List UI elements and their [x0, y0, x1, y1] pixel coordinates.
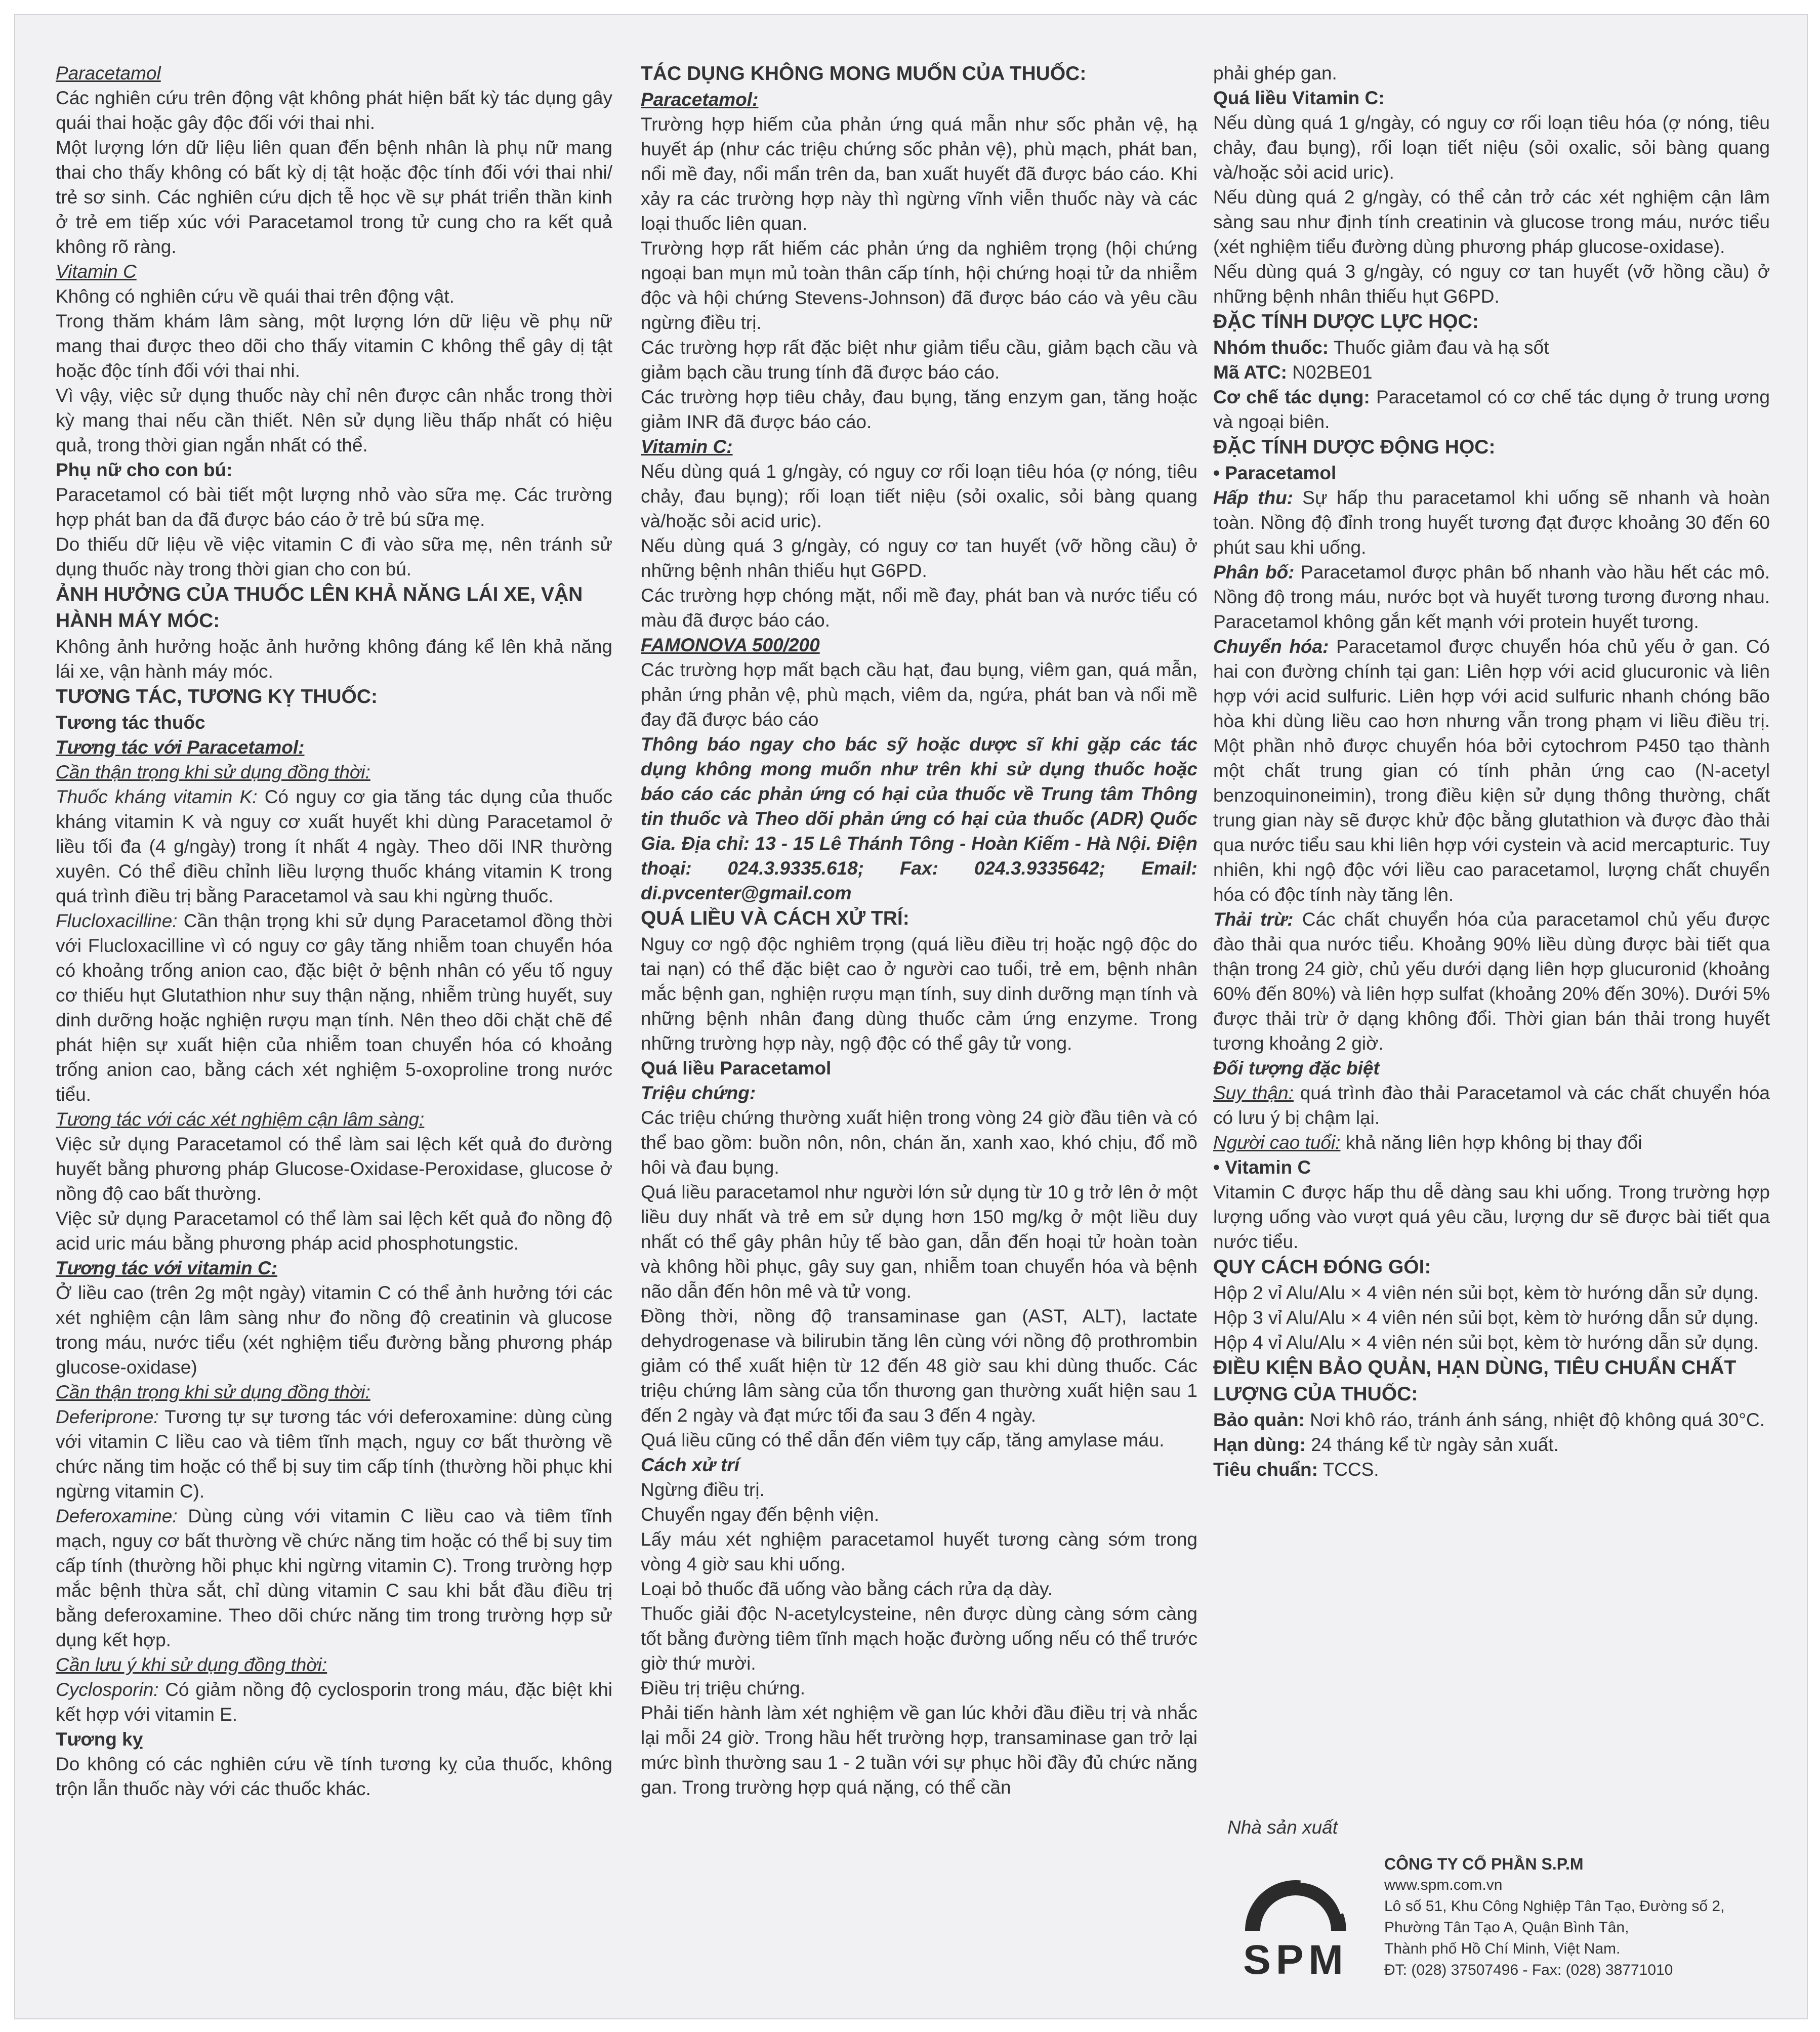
paragraph-label: Hạn dùng: [1213, 1434, 1306, 1455]
section-heading: TÁC DỤNG KHÔNG MONG MUỐN CỦA THUỐC: [641, 63, 1087, 85]
paragraph: Nếu dùng quá 1 g/ngày, có nguy cơ rối loạn tiêu hóa (ợ nóng, tiêu chảy, đau bụng), rối loạn tiết niệu (sỏi oxalic, sỏi bàng quang và/hoặc sỏi acid uric). [1213, 112, 1770, 183]
paragraph: Loại bỏ thuốc đã uống vào bằng cách rửa dạ dày. [641, 1579, 1053, 1599]
section-heading: ẢNH HƯỞNG CỦA THUỐC LÊN KHẢ NĂNG LÁI XE, VẬN HÀNH MÁY MÓC: [56, 584, 583, 632]
subheading: Paracetamol: [641, 89, 759, 110]
paragraph: Thuốc giải độc N-acetylcysteine, nên được dùng càng sớm càng tốt bằng đường tiêm tĩnh mạch hoặc đường uống nếu có thể trước giờ thứ mười. [641, 1603, 1197, 1674]
paragraph-text: Paracetamol được chuyển hóa chủ yếu ở gan. Có hai con đường chính tại gan: Liên hợp với acid glucuronic và liên hợp với acid sulfuric. Liên hợp với acid sulfuric nhanh chóng bão hòa khi dùng liều cao hơn nhưng vẫn trong phạm vi liều điều trị. Một phần nhỏ được chuyển hóa bởi cytochrom P450 tạo thành một chất trung gian có tính phản ứng cao (N-acetyl benzoquinoneimin), trong điều kiện sử dụng thông thường, chất trung gian này sẽ được khử độc bằng glutathion và được đào thải qua nước tiểu sau khi liên hợp với cystein và acid mercapturic. Tuy nhiên, khi ngộ độc với liều cao paracetamol, lượng chất chuyển hóa có độc tính này tăng lên. [1213, 636, 1770, 905]
paragraph: Các trường hợp mất bạch cầu hạt, đau bụng, viêm gan, quá mẫn, phản ứng phản vệ, phù mạch, viêm da, ngứa, phát ban và nổi mề đay đã được báo cáo [641, 659, 1197, 730]
paragraph: Trường hợp hiếm của phản ứng quá mẫn như sốc phản vệ, hạ huyết áp (như các triệu chứng sốc phản vệ), phù mạch, phát ban, nổi mề đay, nổi mẩn trên da, ban xuất huyết đã được báo cáo. Khi xảy ra các trường hợp này thì ngừng vĩnh viễn thuốc này và các loại thuốc liên quan. [641, 114, 1197, 234]
labeled-paragraph [56, 784, 612, 908]
labeled-paragraph [1213, 560, 1770, 634]
subheading: Cần thận trọng khi sử dụng đồng thời: [56, 762, 370, 782]
labeled-paragraph [56, 1677, 612, 1727]
subheading: Tương tác với vitamin C: [56, 1258, 277, 1278]
paragraph: Nếu dùng quá 1 g/ngày, có nguy cơ rối loạn tiêu hóa (ợ nóng, tiêu chảy, đau bụng); rối loạn tiết niệu (sỏi oxalic, sỏi bàng quang và/hoặc sỏi acid uric). [641, 461, 1197, 531]
paragraph-text: Các chất chuyển hóa của paracetamol chủ yếu được đào thải qua nước tiểu. Khoảng 90% liều dùng được bài tiết qua thận trong 24 giờ, chủ yếu dưới dạng liên hợp glucuronid (khoảng 60% đến 80%) và liên hợp sulfat (khoảng 20% đến 30%). Dưới 5% được thải trừ ở dạng không đổi. Thời gian bán thải trong huyết tương khoảng 2 giờ. [1213, 909, 1770, 1054]
subheading: Quá liều Paracetamol [641, 1058, 832, 1079]
paragraph-label: Thải trừ: [1213, 909, 1294, 930]
labeled-paragraph [1213, 360, 1770, 385]
paragraph: Một lượng lớn dữ liệu liên quan đến bệnh nhân là phụ nữ mang thai cho thấy không có bất kỳ dị tật hoặc độc tính đối với thai nhi/ trẻ sơ sinh. Các nghiên cứu dịch tễ học về sự phát triển thần kinh ở trẻ em tiếp xúc với Paracetamol trong tử cung cho ra kết quả không rõ ràng. [56, 137, 612, 257]
paragraph: Việc sử dụng Paracetamol có thể làm sai lệch kết quả đo nồng độ acid uric máu bằng phương pháp acid phosphotungstic. [56, 1208, 612, 1254]
section-heading: ĐIỀU KIỆN BẢO QUẢN, HẠN DÙNG, TIÊU CHUẨN CHẤT LƯỢNG CỦA THUỐC: [1213, 1357, 1736, 1405]
paragraph: Ngừng điều trị. [641, 1479, 765, 1500]
paragraph-label: Tiêu chuẩn: [1213, 1459, 1318, 1480]
labeled-paragraph [1213, 335, 1770, 360]
subheading: Đối tượng đặc biệt [1213, 1058, 1380, 1079]
subheading: • Vitamin C [1213, 1157, 1311, 1178]
paragraph-label: Phân bố: [1213, 562, 1295, 583]
paragraph: Paracetamol có bài tiết một lượng nhỏ vào sữa mẹ. Các trường hợp phát ban da đã được báo cáo ở trẻ bú sữa mẹ. [56, 484, 612, 530]
paragraph-label: Deferoxamine: [56, 1506, 178, 1526]
paragraph: Các triệu chứng thường xuất hiện trong vòng 24 giờ đầu tiên và có thể bao gồm: buồn nôn, nôn, chán ăn, xanh xao, khó chịu, đổ mồ hôi và đau bụng. [641, 1107, 1197, 1178]
paragraph: Vitamin C được hấp thu dễ dàng sau khi uống. Trong trường hợp lượng uống vào vượt quá yêu cầu, lượng dư sẽ được bài tiết qua nước tiểu. [1213, 1182, 1770, 1252]
paragraph-label: Người cao tuổi: [1213, 1132, 1341, 1153]
labeled-paragraph [1213, 1407, 1770, 1432]
paragraph: Nếu dùng quá 3 g/ngày, có nguy cơ tan huyết (vỡ hồng cầu) ở những bệnh nhân thiếu hụt G6PD. [641, 535, 1197, 581]
subheading: Triệu chứng: [641, 1083, 756, 1103]
subheading: Vitamin C: [641, 436, 733, 457]
subheading: Phụ nữ cho con bú: [56, 460, 233, 480]
manufacturer-label: Nhà sản xuất [1227, 1817, 1338, 1838]
paragraph-label: Chuyển hóa: [1213, 636, 1329, 657]
company-address-line3: Thành phố Hồ Chí Minh, Việt Nam. [1384, 1940, 1621, 1957]
paragraph: Các trường hợp tiêu chảy, đau bụng, tăng enzym gan, tăng hoặc giảm INR đã được báo cáo. [641, 387, 1197, 432]
subheading: Tương kỵ [56, 1729, 143, 1750]
paragraph-label: Bảo quản: [1213, 1409, 1305, 1430]
section-heading: QUY CÁCH ĐÓNG GÓI: [1213, 1256, 1431, 1278]
paragraph-text: N02BE01 [1287, 362, 1373, 383]
paragraph-text: Có giảm nồng độ cyclosporin trong máu, đặc biệt khi kết hợp với vitamin E. [56, 1679, 612, 1725]
column-middle [641, 61, 1197, 1800]
subheading: Cần lưu ý khi sử dụng đồng thời: [56, 1654, 327, 1675]
labeled-paragraph [1213, 385, 1770, 434]
labeled-paragraph [1213, 1432, 1770, 1457]
paragraph-label: Hấp thu: [1213, 487, 1294, 508]
paragraph: Hộp 2 vỉ Alu/Alu × 4 viên nén sủi bọt, kèm tờ hướng dẫn sử dụng. [1213, 1282, 1759, 1303]
paragraph-text: Dùng cùng với vitamin C liều cao và tiêm tĩnh mạch, nguy cơ bất thường về chức năng tim hoặc có thể bị suy tim cấp tính (thường hồi phục khi ngừng vitamin C). Trong trường hợp mắc bệnh thừa sắt, chỉ dùng vitamin C sau khi bắt đầu điều trị bằng deferoxamine. Theo dõi chức năng tim trong trường hợp sử dụng kết hợp. [56, 1506, 612, 1650]
labeled-paragraph [1213, 1081, 1770, 1130]
paragraph-text: Nơi khô ráo, tránh ánh sáng, nhiệt độ không quá 30°C. [1304, 1409, 1765, 1430]
subheading: Tương tác thuốc [56, 712, 205, 733]
labeled-paragraph [1213, 1457, 1770, 1482]
paragraph-text: Paracetamol có cơ chế tác dụng ở trung ương và ngoại biên. [1213, 387, 1770, 432]
section-heading: TƯƠNG TÁC, TƯƠNG KỴ THUỐC: [56, 686, 378, 708]
paragraph: Nguy cơ ngộ độc nghiêm trọng (quá liều điều trị hoặc ngộ độc do tai nạn) có thể đặc biệt cao ở người cao tuổi, trẻ em, bệnh nhân mắc bệnh gan, nghiện rượu mạn tính, suy dinh dưỡng mạn tính và những bệnh nhân đang dùng thuốc cảm ứng enzyme. Trong những trường hợp này, ngộ độc có thể gây tử vong. [641, 934, 1197, 1054]
labeled-paragraph [56, 908, 612, 1107]
paragraph: Chuyển ngay đến bệnh viện. [641, 1504, 880, 1525]
paragraph: Trường hợp rất hiếm các phản ứng da nghiêm trọng (hội chứng ngoại ban mụn mủ toàn thân cấp tính, hội chứng hoại tử da nhiễm độc và hội chứng Stevens-Johnson) đã được báo cáo và yêu cầu ngừng điều trị. [641, 238, 1197, 333]
paragraph: Hộp 3 vỉ Alu/Alu × 4 viên nén sủi bọt, kèm tờ hướng dẫn sử dụng. [1213, 1307, 1759, 1328]
paragraph-label: Cyclosporin: [56, 1679, 159, 1700]
paragraph-text: TCCS. [1317, 1459, 1379, 1480]
paragraph-text: Thuốc giảm đau và hạ sốt [1329, 337, 1549, 358]
paragraph: Điều trị triệu chứng. [641, 1678, 806, 1698]
paragraph-text: Cần thận trọng khi sử dụng Paracetamol đồng thời với Flucloxacilline vì có nguy cơ gây tăng nhiễm toan chuyển hóa có khoảng trống anion cao, đặc biệt ở bệnh nhân có yếu tố nguy cơ thiếu hụt Glutathion như suy thận nặng, nhiễm trùng huyết, suy dinh dưỡng hoặc nghiện rượu mạn tính. Nên theo dõi chặt chẽ để phát hiện sự xuất hiện của nhiễm toan chuyển hóa có khoảng trống anion cao, bằng cách xét nghiệm 5-oxoproline trong nước tiểu. [56, 910, 612, 1105]
company-website[interactable]: www.spm.com.vn [1384, 1877, 1503, 1893]
subheading: Thông báo ngay cho bác sỹ hoặc dược sĩ khi gặp các tác dụng không mong muốn như trên khi sử dụng thuốc hoặc báo cáo các phản ứng có hại của thuốc về Trung tâm Thông tin thuốc và Theo dõi phản ứng có hại của thuốc (ADR) Quốc Gia. Địa chỉ: 13 - 15 Lê Thánh Tông - Hoàn Kiếm - Hà Nội. Điện thoại: 024.3.9335.618; Fax: 024.3.9335642; Email: di.pvcenter@gmail.com [641, 734, 1197, 903]
paragraph: Nếu dùng quá 3 g/ngày, có nguy cơ tan huyết (vỡ hồng cầu) ở những bệnh nhân thiếu hụt G6PD. [1213, 261, 1770, 307]
paragraph-text: quá trình đào thải Paracetamol và các chất chuyển hóa có lưu ý bị chậm lại. [1213, 1083, 1770, 1128]
subheading: • Paracetamol [1213, 463, 1337, 483]
paragraph: Hộp 4 vỉ Alu/Alu × 4 viên nén sủi bọt, kèm tờ hướng dẫn sử dụng. [1213, 1332, 1759, 1353]
paragraph-label: Thuốc kháng vitamin K: [56, 786, 258, 807]
paragraph: Việc sử dụng Paracetamol có thể làm sai lệch kết quả đo đường huyết bằng phương pháp Glucose-Oxidase-Peroxidase, glucose ở nồng độ cao bất thường. [56, 1134, 612, 1204]
paragraph: Do thiếu dữ liệu về việc vitamin C đi vào sữa mẹ, nên tránh sử dụng thuốc này trong thời gian cho con bú. [56, 534, 612, 579]
spm-logo [1225, 1865, 1367, 1981]
paragraph-label: Suy thận: [1213, 1083, 1294, 1103]
column-left [56, 61, 612, 1801]
company-phone: ĐT: (028) 37507496 - Fax: (028) 38771010 [1384, 1962, 1673, 1978]
labeled-paragraph [1213, 907, 1770, 1056]
section-heading: ĐẶC TÍNH DƯỢC ĐỘNG HỌC: [1213, 436, 1496, 458]
paragraph: Không ảnh hưởng hoặc ảnh hưởng không đáng kể lên khả năng lái xe, vận hành máy móc. [56, 636, 612, 682]
company-address-line1: Lô số 51, Khu Công Nghiệp Tân Tạo, Đường số 2, [1384, 1898, 1725, 1915]
paragraph-label: Nhóm thuốc: [1213, 337, 1329, 358]
column-right [1213, 61, 1770, 1482]
labeled-paragraph [1213, 634, 1770, 907]
paragraph-label: Flucloxacilline: [56, 910, 178, 931]
paragraph: Trong thăm khám lâm sàng, một lượng lớn dữ liệu về phụ nữ mang thai được theo dõi cho thấy vitamin C không thể gây dị tật hoặc độc tính đối với thai nhi. [56, 311, 612, 381]
paragraph: Các trường hợp chóng mặt, nổi mề đay, phát ban và nước tiểu có màu đã được báo cáo. [641, 585, 1197, 631]
leaflet-page [14, 14, 1808, 2019]
subheading: Vitamin C [56, 261, 137, 282]
paragraph: Phải tiến hành làm xét nghiệm về gan lúc khởi đầu điều trị và nhắc lại mỗi 24 giờ. Trong hầu hết trường hợp, transaminase gan trở lại mức bình thường sau 1 - 2 tuần với sự phục hồi đầy đủ chức năng gan. Trong trường hợp quá nặng, có thể cần [641, 1703, 1197, 1798]
company-info [1384, 1853, 1799, 1981]
labeled-paragraph [1213, 1130, 1770, 1155]
subheading: Tương tác với các xét nghiệm cận lâm sàng: [56, 1109, 425, 1130]
paragraph: phải ghép gan. [1213, 63, 1337, 84]
section-heading: ĐẶC TÍNH DƯỢC LỰC HỌC: [1213, 311, 1479, 333]
paragraph: Nếu dùng quá 2 g/ngày, có thể cản trở các xét nghiệm cận lâm sàng sau như định tính creatinin và glucose trong máu, nước tiểu (xét nghiệm tiểu đường dùng phương pháp glucose-oxidase). [1213, 187, 1770, 257]
paragraph-text: Sự hấp thu paracetamol khi uống sẽ nhanh và hoàn toàn. Nồng độ đỉnh trong huyết tương đạt được khoảng 30 đến 60 phút sau khi uống. [1213, 487, 1770, 558]
paragraph: Vì vậy, việc sử dụng thuốc này chỉ nên được cân nhắc trong thời kỳ mang thai nếu cần thiết. Nên sử dụng liều thấp nhất có hiệu quả, trong thời gian ngắn nhất có thể. [56, 385, 612, 455]
paragraph-label: Deferiprone: [56, 1406, 159, 1427]
section-heading: QUÁ LIỀU VÀ CÁCH XỬ TRÍ: [641, 907, 909, 929]
paragraph-label: Mã ATC: [1213, 362, 1287, 383]
paragraph: Các nghiên cứu trên động vật không phát hiện bất kỳ tác dụng gây quái thai hoặc gây độc đối với thai nhi. [56, 88, 612, 133]
labeled-paragraph [1213, 485, 1770, 560]
paragraph-text: Tương tự sự tương tác với deferoxamine: dùng cùng với vitamin C liều cao và tiêm tĩnh mạch, nguy cơ bất thường về chức năng tim hoặc có thể bị suy tim cấp tính (thường hồi phục khi ngừng vitamin C). [56, 1406, 612, 1502]
subheading: FAMONOVA 500/200 [641, 635, 820, 655]
subheading: Cần thận trọng khi sử dụng đồng thời: [56, 1382, 370, 1402]
paragraph: Ở liều cao (trên 2g một ngày) vitamin C có thể ảnh hưởng tới các xét nghiệm cận lâm sàng như đo nồng độ creatinin và glucose trong máu, nước tiểu (xét nghiệm tiểu đường bằng phương pháp glucose-oxidase) [56, 1282, 612, 1378]
paragraph: Đồng thời, nồng độ transaminase gan (AST, ALT), lactate dehydrogenase và bilirubin tăng lên cùng với nồng độ prothrombin giảm có thể xuất hiện từ 12 đến 48 giờ sau khi dùng thuốc. Các triệu chứng lâm sàng của tổn thương gan thường xuất hiện sau 1 đến 2 ngày và đạt mức tối đa sau 3 đến 4 ngày. [641, 1306, 1197, 1426]
paragraph-text: khả năng liên hợp không bị thay đổi [1340, 1132, 1642, 1153]
paragraph: Quá liều paracetamol như người lớn sử dụng từ 10 g trở lên ở một liều duy nhất và trẻ em sử dụng hơn 150 mg/kg ở một liều duy nhất có thể gây phân hủy tế bào gan, dẫn đến hoại tử hoàn toàn và không hồi phục, gây suy gan, nhiễm toan chuyển hóa và bệnh não dẫn đến hôn mê và tử vong. [641, 1182, 1197, 1302]
paragraph: Quá liều cũng có thể dẫn đến viêm tụy cấp, tăng amylase máu. [641, 1430, 1165, 1450]
paragraph: Do không có các nghiên cứu về tính tương kỵ của thuốc, không trộn lẫn thuốc này với các thuốc khác. [56, 1754, 612, 1799]
paragraph: Lấy máu xét nghiệm paracetamol huyết tương càng sớm trong vòng 4 giờ sau khi uống. [641, 1529, 1197, 1574]
paragraph-label: Cơ chế tác dụng: [1213, 387, 1370, 407]
company-address-line2: Phường Tân Tạo A, Quận Bình Tân, [1384, 1919, 1629, 1936]
paragraph: Các trường hợp rất đặc biệt như giảm tiểu cầu, giảm bạch cầu và giảm bạch cầu trung tính đã được báo cáo. [641, 337, 1197, 383]
subheading: Quá liều Vitamin C: [1213, 88, 1385, 108]
logo-text: SPM [1243, 1937, 1348, 1981]
labeled-paragraph [56, 1504, 612, 1652]
subheading: Tương tác với Paracetamol: [56, 737, 305, 758]
labeled-paragraph [56, 1404, 612, 1504]
company-name: CÔNG TY CỔ PHẦN S.P.M [1384, 1855, 1584, 1873]
subheading: Cách xử trí [641, 1455, 740, 1475]
subheading: Paracetamol [56, 63, 161, 84]
paragraph-text: Paracetamol được phân bố nhanh vào hầu hết các mô. Nồng độ trong máu, nước bọt và huyết tương tương đương nhau. Paracetamol không gắn kết mạnh với protein huyết tương. [1213, 562, 1770, 632]
paragraph: Không có nghiên cứu về quái thai trên động vật. [56, 286, 454, 307]
paragraph-text: 24 tháng kể từ ngày sản xuất. [1305, 1434, 1559, 1455]
paragraph-text: Có nguy cơ gia tăng tác dụng của thuốc kháng vitamin K và nguy cơ xuất huyết khi dùng Paracetamol ở liều tối đa (4 g/ngày) trong ít nhất 4 ngày. Theo dõi INR thường xuyên. Có thể điều chỉnh liều lượng thuốc kháng vitamin K trong quá trình điều trị bằng Paracetamol và sau khi ngừng thuốc. [56, 786, 612, 906]
